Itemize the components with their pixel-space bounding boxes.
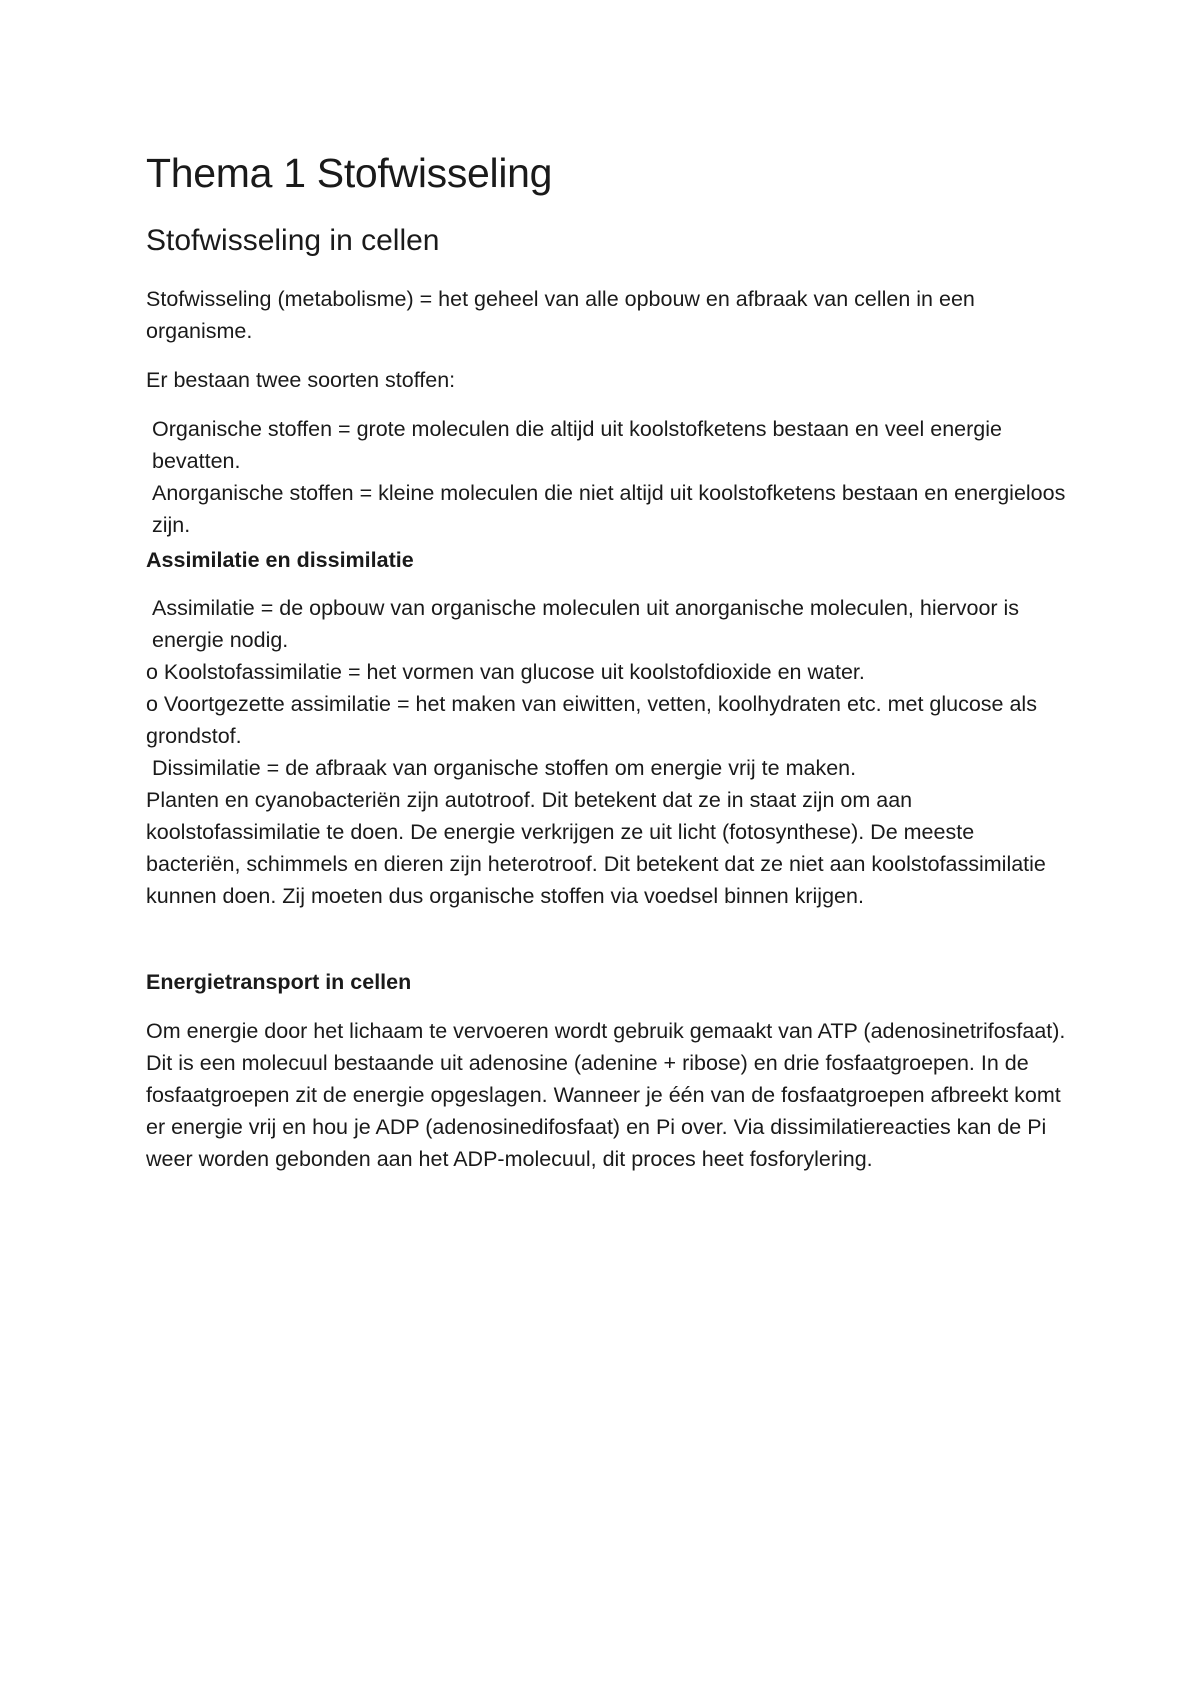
- paragraph-text: Stofwisseling (metabolisme) = het geheel van alle opbouw en afbraak van cellen in een organisme.: [146, 287, 975, 343]
- assimilatie-block: [146, 592, 1066, 912]
- list-item-assimilatie: Assimilatie = de opbouw van organische moleculen uit anorganische moleculen, hiervoor is energie nodig.: [152, 596, 1020, 652]
- paragraph-text: Om energie door het lichaam te vervoeren wordt gebruik gemaakt van ATP (adenosinetrifosfaat). Dit is een molecuul bestaande uit adenosine (adenine + ribose) en drie fosfaatgroepen. In de fosfaatgroepen zit de energie opgeslagen. Wanneer je één van de fosfaatgroepen afbreekt komt er energie vrij en hou je ADP (adenosinedifosfaat) en Pi over. Via dissimilatiereacties kan de Pi weer worden gebonden aan het ADP-molecuul, dit proces heet fosforylering.: [146, 1019, 1066, 1171]
- section-heading-energietransport: Energietransport in cellen: [146, 970, 412, 994]
- list-item-koolstofassimilatie: o Koolstofassimilatie = het vormen van glucose uit koolstofdioxide en water.: [146, 660, 865, 684]
- list-item-organische: Organische stoffen = grote moleculen die altijd uit koolstofketens bestaan en veel energie bevatten.: [152, 417, 1002, 473]
- paragraph-atp: [146, 1015, 1066, 1175]
- paragraph-text: Er bestaan twee soorten stoffen:: [146, 368, 456, 392]
- section-heading-assimilatie: Assimilatie en dissimilatie: [146, 548, 414, 572]
- paragraph-planten: Planten en cyanobacteriën zijn autotroof. Dit betekent dat ze in staat zijn om aan koolstofassimilatie te doen. De energie verkrijgen ze uit licht (fotosynthese). De meeste bacteriën, schimmels en dieren zijn heterotroof. Dit betekent dat ze niet aan koolstofassimilatie kunnen doen. Zij moeten dus organische stoffen via voedsel binnen krijgen.: [146, 788, 1046, 908]
- section-heading-stofwisseling: Stofwisseling in cellen: [146, 224, 440, 257]
- page-title: Thema 1 Stofwisseling: [146, 150, 553, 196]
- list-item-voortgezette: o Voortgezette assimilatie = het maken van eiwitten, vetten, koolhydraten etc. met glucose als grondstof.: [146, 692, 1037, 748]
- paragraph-metabolisme: [146, 283, 1066, 347]
- list-item-anorganische: Anorganische stoffen = kleine moleculen die niet altijd uit koolstofketens bestaan en energieloos zijn.: [152, 481, 1066, 537]
- stoffen-list: [146, 413, 1066, 541]
- paragraph-soorten: [146, 364, 1066, 396]
- list-item-dissimilatie: Dissimilatie = de afbraak van organische stoffen om energie vrij te maken.: [152, 756, 857, 780]
